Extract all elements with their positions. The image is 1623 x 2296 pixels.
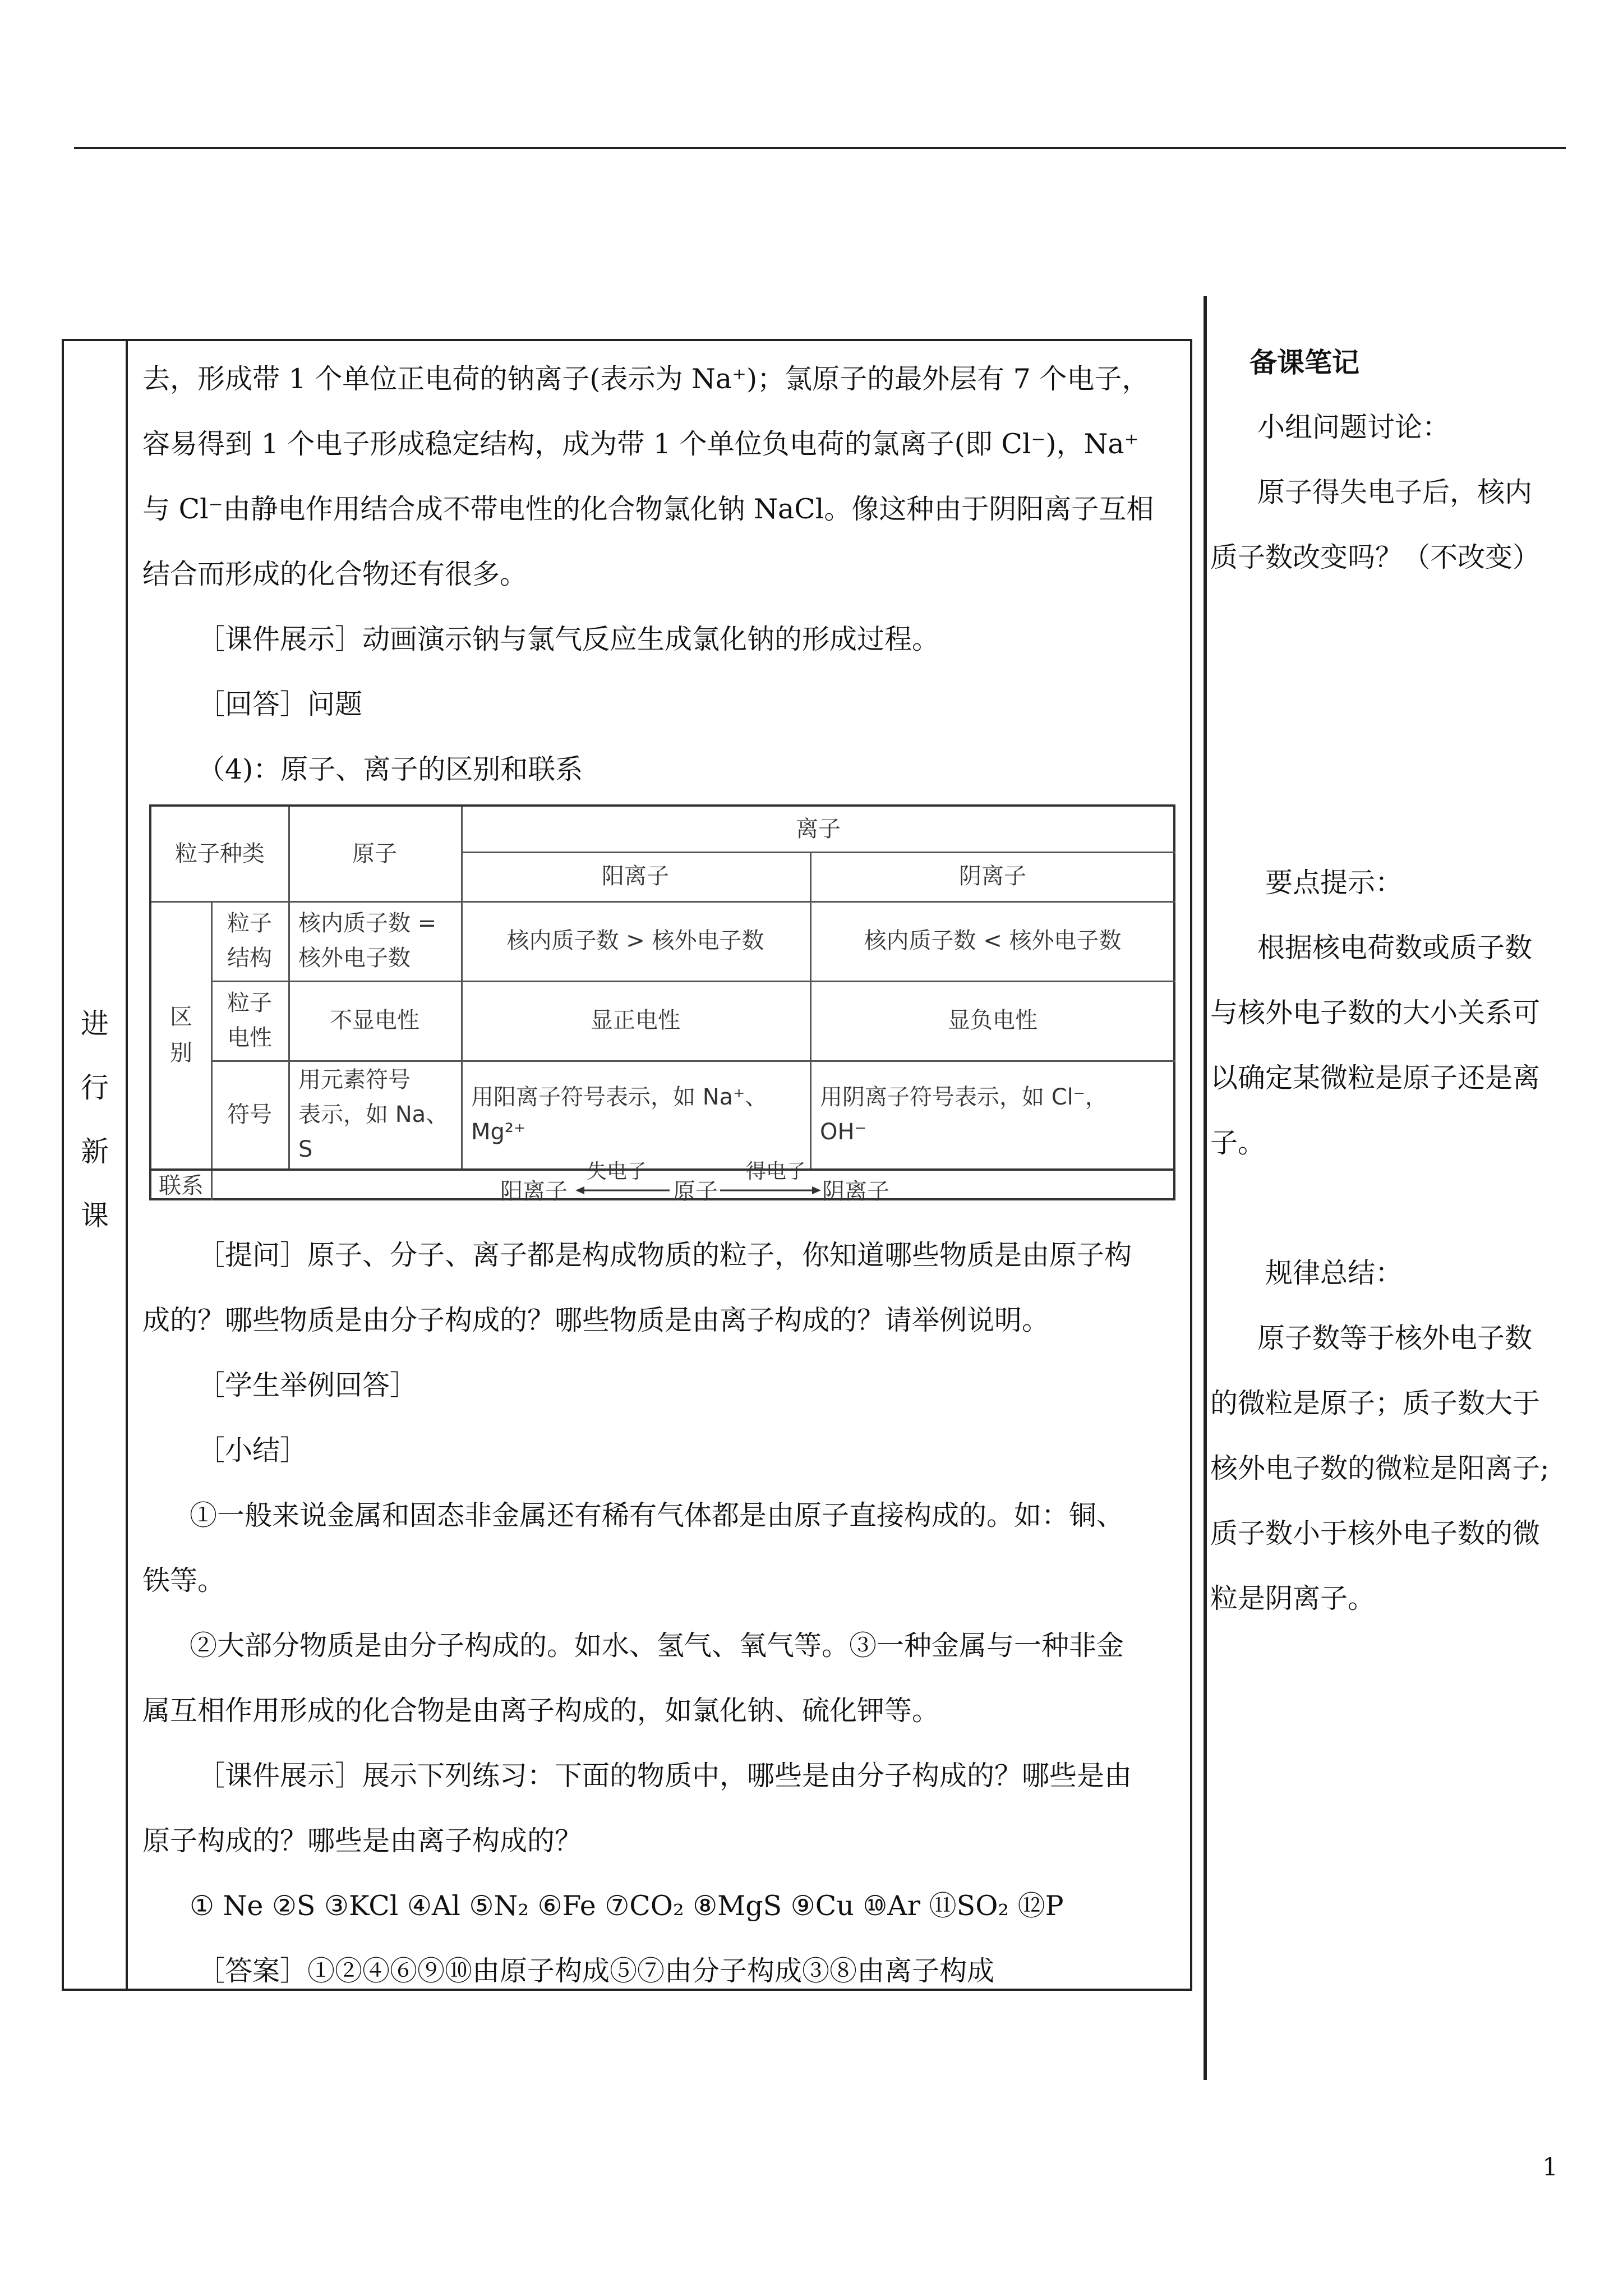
header-relation: 联系 bbox=[159, 1172, 204, 1199]
paragraph-line: 属互相作用形成的化合物是由离子构成的，如氯化钠、硫化钾等。 bbox=[142, 1695, 940, 1727]
paragraph-line: 容易得到 1 个电子形成稳定结构，成为带 1 个单位负电荷的氯离子(即 Cl⁻)，Na⁺ bbox=[142, 428, 1139, 460]
paragraph-line: 成的？哪些物质是由分子构成的？哪些物质是由离子构成的？请举例说明。 bbox=[142, 1304, 1050, 1336]
relation-lose-label: 失电子 bbox=[587, 1160, 648, 1183]
header-rule bbox=[74, 147, 1566, 149]
row-symbol-cation: 用阳离子符号表示，如 Na⁺、 Mg²⁺ bbox=[471, 1084, 768, 1145]
notes-line: 与核外电子数的大小关系可 bbox=[1210, 997, 1541, 1029]
notes-line: 根据核电荷数或质子数 bbox=[1257, 932, 1533, 964]
row-charge-cation: 显正电性 bbox=[591, 1007, 680, 1033]
header-particle-type: 粒子种类 bbox=[175, 841, 265, 867]
section-label-column bbox=[64, 341, 128, 1989]
notes-divider bbox=[1204, 296, 1207, 2080]
paragraph-line: ［小结］ bbox=[197, 1434, 308, 1466]
paragraph-line: 与 Cl⁻由静电作用结合成不带电性的化合物氯化钠 NaCl。像这种由于阴阳离子互相 bbox=[142, 493, 1154, 525]
row-structure-atom: 核内质子数 = 核外电子数 bbox=[298, 910, 437, 971]
row-charge-anion: 显负电性 bbox=[948, 1007, 1038, 1033]
row-symbol-atom: 用元素符号 表示，如 Na、S bbox=[298, 1066, 449, 1162]
header-anion: 阴离子 bbox=[959, 863, 1026, 889]
row-structure-label: 粒子 结构 bbox=[227, 910, 272, 971]
relation-cation: 阳离子 bbox=[500, 1179, 568, 1204]
paragraph-line: ［回答］问题 bbox=[197, 688, 363, 720]
notes-line: 原子数等于核外电子数 bbox=[1257, 1322, 1533, 1354]
notes-line: 粒是阴离子。 bbox=[1210, 1582, 1376, 1614]
paragraph-line: 去，形成带 1 个单位正电荷的钠离子(表示为 Na⁺)；氯原子的最外层有 7 个电子， bbox=[142, 363, 1150, 395]
row-symbol-label: 符号 bbox=[227, 1101, 272, 1128]
notes-line: 核外电子数的微粒是阳离子; bbox=[1210, 1452, 1550, 1484]
notes-line: 要点提示： bbox=[1265, 867, 1403, 899]
row-structure-cation: 核内质子数 > 核外电子数 bbox=[506, 928, 764, 954]
notes-line: 的微粒是原子；质子数大于 bbox=[1210, 1387, 1541, 1419]
paragraph-line: （4)：原子、离子的区别和联系 bbox=[197, 753, 583, 785]
relation-gain-label: 得电子 bbox=[746, 1160, 807, 1183]
notes-line: 小组问题讨论： bbox=[1257, 411, 1450, 443]
left-arrow-icon bbox=[575, 1185, 671, 1196]
paragraph-line: ［课件展示］动画演示钠与氯气反应生成氯化钠的形成过程。 bbox=[197, 623, 940, 655]
notes-title: 备课笔记 bbox=[1249, 346, 1360, 379]
paragraph-line: 铁等。 bbox=[142, 1565, 225, 1596]
paragraph-line: 原子构成的？哪些是由离子构成的？ bbox=[142, 1825, 583, 1857]
right-arrow-icon bbox=[720, 1185, 821, 1196]
prep-notes bbox=[1210, 330, 1575, 1631]
notes-line: 原子得失电子后，核内 bbox=[1257, 476, 1533, 508]
lesson-content bbox=[142, 347, 1186, 802]
header-atom: 原子 bbox=[352, 841, 397, 867]
notes-line: 质子数改变吗？（不改变） bbox=[1210, 541, 1541, 573]
row-symbol-anion: 用阴离子符号表示，如 Cl⁻， OH⁻ bbox=[820, 1084, 1108, 1145]
lesson-table bbox=[62, 339, 1192, 1991]
lesson-content-continued bbox=[142, 1223, 1186, 2004]
notes-line: 规律总结： bbox=[1265, 1257, 1403, 1289]
paragraph-line: ［学生举例回答］ bbox=[197, 1369, 418, 1401]
notes-line: 以确定某微粒是原子还是离 bbox=[1210, 1062, 1541, 1094]
paragraph-line: ①一般来说金属和固态非金属还有稀有气体都是由原子直接构成的。如：铜、 bbox=[190, 1499, 1124, 1531]
paragraph-line: 结合而形成的化合物还有很多。 bbox=[142, 558, 528, 590]
header-ion: 离子 bbox=[796, 816, 841, 842]
notes-line: 子。 bbox=[1210, 1127, 1266, 1159]
exercise-list: ① Ne ②S ③KCl ④Al ⑤N₂ ⑥Fe ⑦CO₂ ⑧MgS ⑨Cu ⑩Ar ⑪SO₂ ⑫P bbox=[190, 1890, 1064, 1922]
answer-line: ［答案］①②④⑥⑨⑩由原子构成⑤⑦由分子构成③⑧由离子构成 bbox=[197, 1955, 995, 1987]
relation-anion: 阴离子 bbox=[822, 1179, 889, 1204]
relation-atom: 原子 bbox=[673, 1179, 718, 1204]
atom-ion-comparison-table bbox=[149, 804, 1175, 1204]
notes-line: 质子数小于核外电子数的微 bbox=[1210, 1517, 1541, 1549]
row-structure-anion: 核内质子数 < 核外电子数 bbox=[864, 928, 1122, 954]
row-charge-atom: 不显电性 bbox=[330, 1007, 419, 1033]
row-charge-label: 粒子 电性 bbox=[227, 990, 272, 1051]
header-cation: 阳离子 bbox=[602, 863, 669, 889]
paragraph-line: ②大部分物质是由分子构成的。如水、氢气、氧气等。③一种金属与一种非金 bbox=[190, 1630, 1124, 1662]
paragraph-line: ［课件展示］展示下列练习：下面的物质中，哪些是由分子构成的？哪些是由 bbox=[197, 1760, 1132, 1792]
paragraph-line: ［提问］原子、分子、离子都是构成物质的粒子，你知道哪些物质是由原子构 bbox=[197, 1239, 1132, 1271]
relation-diagram bbox=[151, 1160, 1173, 1204]
page-number: 1 bbox=[1542, 2153, 1558, 2182]
section-label: 进 行 新 课 bbox=[81, 1007, 109, 1232]
header-difference: 区 别 bbox=[170, 1004, 192, 1066]
